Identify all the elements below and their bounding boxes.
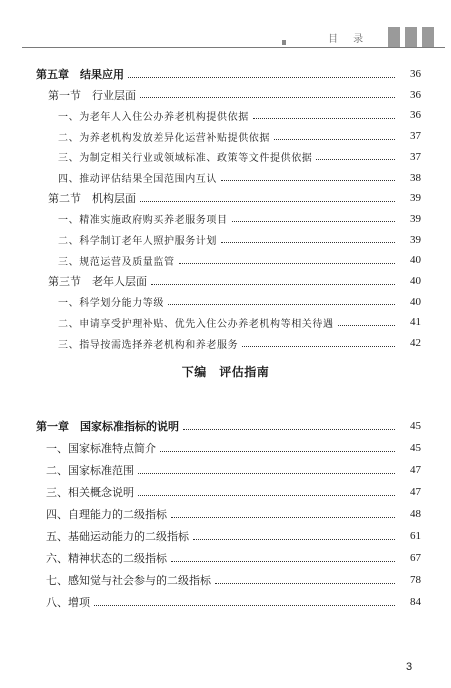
toc-entry-page: 37 <box>410 150 421 163</box>
toc-leader-dots <box>179 263 395 264</box>
toc-entry <box>0 64 451 84</box>
toc-entry-title: 第二节 机构层面 <box>48 192 136 206</box>
toc-leader-dots <box>193 539 395 540</box>
toc-entry-page: 40 <box>410 254 421 267</box>
part-title: 下编 评估指南 <box>181 365 270 379</box>
header-decor-block <box>388 27 400 47</box>
toc-leader-dots <box>140 97 395 98</box>
toc-entry-title: 第三节 老年人层面 <box>48 275 147 288</box>
toc-leader-dots <box>274 139 395 140</box>
toc-entry-page: 47 <box>410 464 421 476</box>
toc-entry-page: 41 <box>410 316 421 329</box>
toc-entry-page: 84 <box>410 596 421 608</box>
toc-leader-dots <box>140 201 395 202</box>
toc-leader-dots <box>242 346 395 347</box>
toc-entry <box>0 548 451 568</box>
toc-leader-dots <box>138 473 395 474</box>
toc-entry <box>0 168 451 188</box>
toc-leader-dots <box>160 451 395 452</box>
toc-entry-page: 37 <box>410 130 421 143</box>
toc-leader-dots <box>221 180 395 181</box>
toc-entry-page: 67 <box>410 552 421 564</box>
toc-entry-title: 一、为老年人入住公办养老机构提供依据 <box>58 111 249 123</box>
toc-leader-dots <box>215 583 395 584</box>
header-decor-block <box>422 27 434 47</box>
header-tick-mark <box>282 40 286 45</box>
toc-entry-page: 38 <box>410 171 421 184</box>
toc-entry-page: 36 <box>410 109 421 122</box>
toc-entry-page: 48 <box>410 508 421 520</box>
toc-leader-dots <box>171 517 395 518</box>
toc-entry <box>0 271 451 291</box>
toc-entry-page: 61 <box>410 530 421 542</box>
toc-entry-page: 42 <box>410 337 421 350</box>
toc-entry-title: 五、基础运动能力的二级指标 <box>46 530 189 543</box>
toc-entry-title: 六、精神状态的二级指标 <box>46 552 167 565</box>
toc-entry <box>0 230 451 250</box>
toc-entry-title: 第一节 行业层面 <box>48 88 136 102</box>
toc-entry-title: 三、规范运营及质量监管 <box>58 256 175 268</box>
toc-entry <box>0 438 451 458</box>
toc-entry-page: 40 <box>410 275 421 287</box>
toc-leader-dots <box>151 284 395 285</box>
toc-entry <box>0 312 451 332</box>
toc-entry-title: 一、精准实施政府购买养老服务项目 <box>58 215 228 227</box>
toc-entry-title: 二、申请享受护理补贴、优先入住公办养老机构等相关待遇 <box>58 318 334 330</box>
toc-entry <box>0 460 451 480</box>
toc-entry <box>0 85 451 105</box>
toc-leader-dots <box>183 429 395 430</box>
toc-leader-dots <box>128 77 395 78</box>
toc-entry-title: 第一章 国家标准指标的说明 <box>36 420 179 433</box>
toc-entry-title: 三、相关概念说明 <box>46 486 134 499</box>
toc-entry <box>0 292 451 312</box>
toc-entry <box>0 333 451 353</box>
toc-entry <box>0 570 451 590</box>
toc-leader-dots <box>94 605 395 606</box>
toc-entry <box>0 526 451 546</box>
toc-leader-dots <box>232 221 395 222</box>
toc-entry-title: 四、自理能力的二级指标 <box>46 508 167 521</box>
toc-entry <box>0 592 451 612</box>
toc-entry-page: 40 <box>410 295 421 308</box>
toc-entry-title: 第五章 结果应用 <box>36 68 124 81</box>
toc-leader-dots <box>171 561 395 562</box>
toc-entry-title: 一、科学划分能力等级 <box>58 298 164 310</box>
toc-entry-title: 二、科学制订老年人照护服务计划 <box>58 236 217 248</box>
toc-entry-page: 39 <box>410 192 421 205</box>
toc-entry-page: 39 <box>410 212 421 225</box>
toc-entry <box>0 147 451 167</box>
toc-entry-title: 三、指导按需选择养老机构和养老服务 <box>58 339 239 351</box>
toc-entry-title: 八、增项 <box>46 596 90 609</box>
toc-entry <box>0 126 451 146</box>
toc-entry-page: 47 <box>410 486 421 498</box>
toc-leader-dots <box>253 118 395 119</box>
toc-leader-dots <box>168 304 395 305</box>
header-decor-block <box>405 27 417 47</box>
toc-leader-dots <box>316 159 395 160</box>
toc-entry <box>0 416 451 436</box>
toc-entry-page: 45 <box>410 420 421 432</box>
toc-entry-page: 78 <box>410 574 421 586</box>
toc-entry <box>0 250 451 270</box>
toc-leader-dots <box>138 495 395 496</box>
toc-entry-title: 三、为制定相关行业或领域标准、政策等文件提供依据 <box>58 153 313 165</box>
header-title: 目 录 <box>328 34 370 45</box>
header-rule <box>22 47 445 48</box>
toc-entry <box>0 482 451 502</box>
page-number: 3 <box>406 661 413 673</box>
toc-entry-page: 39 <box>410 233 421 246</box>
toc-entry-title: 二、为养老机构发放差异化运营补贴提供依据 <box>58 132 270 144</box>
toc-entry-title: 七、感知觉与社会参与的二级指标 <box>46 574 211 587</box>
running-header <box>0 0 451 60</box>
toc-entry-page: 45 <box>410 442 421 454</box>
toc-entry <box>0 504 451 524</box>
toc-entry-title: 一、国家标准特点简介 <box>46 442 156 455</box>
toc-entry <box>0 105 451 125</box>
toc-entry-page: 36 <box>410 88 421 101</box>
toc-entry-title: 二、国家标准范围 <box>46 464 134 477</box>
toc-leader-dots <box>221 242 395 243</box>
toc-entry-page: 36 <box>410 68 421 80</box>
toc-leader-dots <box>338 325 395 326</box>
toc-entry <box>0 209 451 229</box>
toc-entry-title: 四、推动评估结果全国范围内互认 <box>58 174 217 185</box>
toc-entry <box>0 188 451 208</box>
